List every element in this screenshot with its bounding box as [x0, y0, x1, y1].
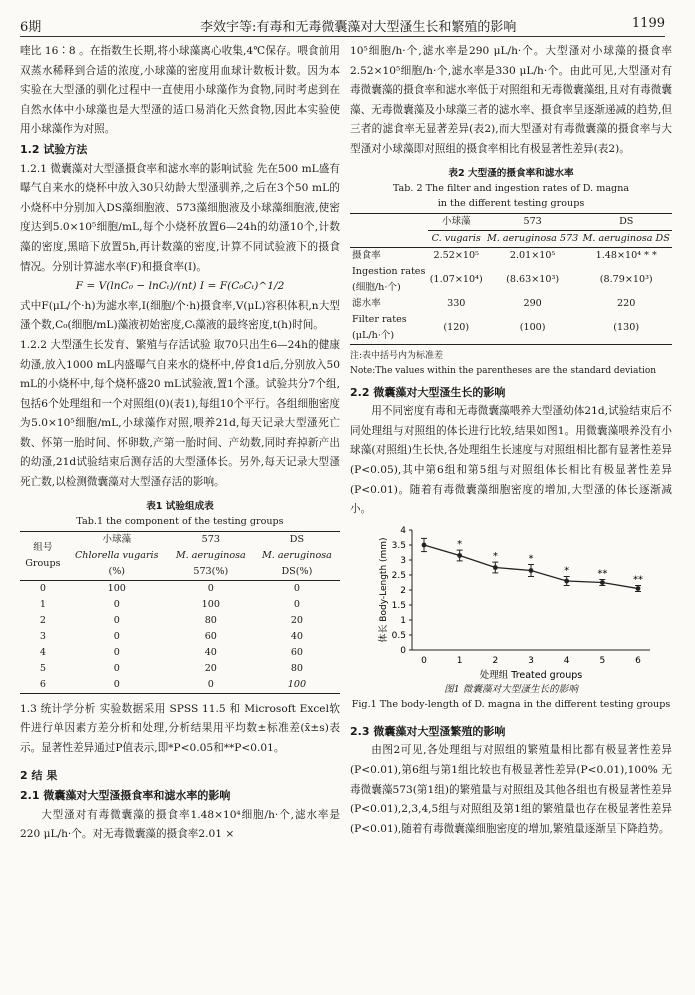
right-column — [350, 42, 672, 839]
x-tick-label: 4 — [563, 655, 570, 666]
row-label-unit: (细胞/h·个) — [352, 281, 401, 293]
y-tick-label: 3.5 — [391, 540, 406, 551]
figure-caption: 图1 微囊藻对大型溞生长的影响 — [444, 683, 578, 695]
data-point — [457, 553, 462, 558]
th: C. vugaris — [428, 230, 485, 247]
row-label: 摄食率 — [352, 249, 381, 261]
significance-label: ** — [633, 574, 643, 586]
row-label-unit: (μL/h·个) — [352, 329, 395, 341]
table-cell: 0 — [113, 662, 120, 674]
cell: (120) — [443, 321, 470, 333]
data-point — [564, 578, 569, 583]
y-tick-label: 2.5 — [391, 570, 406, 581]
paragraph: 大型溞对有毒微囊藻的摄食率1.48×10⁴细胞/h·个,滤水率是220 μL/h·个。对无毒微囊藻的摄食率2.01 × — [20, 808, 340, 841]
row-label — [350, 312, 428, 345]
y-tick-label: 2 — [400, 585, 406, 596]
section-heading: 2 结 果 — [20, 769, 58, 783]
data-point — [636, 586, 641, 591]
table-cell: 20 — [290, 614, 304, 626]
y-tick-label: 0 — [400, 645, 406, 656]
table-1 — [20, 531, 340, 693]
table-cell: 0 — [207, 582, 214, 594]
paragraph: 10⁵细胞/h·个,滤水率是290 μL/h·个。大型溞对小球藻的摄食率2.52×10⁵细胞/h·个,滤水率是330 μL/h·个。由此可见,大型溞对有毒微囊藻的摄食率和滤水率低于对照组和无毒微囊藻组,且对有毒微囊藻、无毒微囊藻及小球藻三者的滤水率、摄食率呈逐渐递减的趋势,但三者的滤食率无显著差异(表2),而大型溞对有毒微囊藻的摄食率与大型溞对小球藻即对照组的摄食率相比有极显著性差异(表2)。 — [350, 45, 672, 155]
x-axis-label: 处理组 Treated groups — [479, 669, 583, 681]
table-cell: 80 — [204, 614, 217, 626]
formula: F = V(lnC₀ − lnCₜ)/(nt) I = F(C₀Cₜ)^1/2 — [75, 280, 285, 293]
section-heading: 2.3 微囊藻对大型溞繁殖的影响 — [350, 724, 506, 738]
th: Chlorella vugaris — [74, 549, 159, 561]
table-cell: 100 — [201, 598, 220, 610]
data-point — [493, 565, 498, 570]
table-caption-en: Tab. 2 The filter and ingestion rates of D. magna — [392, 182, 630, 194]
table-row — [20, 661, 340, 677]
table-cell: 100 — [107, 582, 126, 594]
page-number: 1199 — [631, 16, 665, 31]
cell: 1.48×10⁴ * * — [595, 249, 657, 261]
y-tick-label: 0.5 — [391, 630, 406, 641]
table-cell: 3 — [39, 630, 46, 642]
table-note-en: Note:The values within the parentheses are the standard deviation — [350, 365, 657, 376]
table-row — [20, 597, 340, 613]
cell: 2.52×10⁵ — [433, 249, 479, 261]
table-cell: 1 — [39, 598, 46, 610]
paragraph: 式中F(μL/个·h)为滤水率,I(细胞/个·h)摄食率,V(μL)容积体积,n大型溞个数,C₀(细胞/mL)藻液初始密度,Cₜ藻液的最终密度,t(h)时间。 — [20, 299, 340, 332]
paragraph: 喹比 16∶8 。在指数生长期,将小球藻离心收集,4℃保存。喂食前用双蒸水稀释到合适的浓度,小球藻的密度用血球计数板计数。因为本实验在大型溞的驯化过程中一直使用小球藻作为食物,同时考虑到在自然水体中小球藻也是大型溞的适口易消化天然食物,因此本实验使用小球藻作为对照。 — [20, 45, 340, 136]
x-tick-label: 0 — [421, 655, 427, 666]
x-tick-label: 3 — [528, 655, 534, 666]
cell: 290 — [523, 297, 542, 309]
table-cell: 0 — [293, 582, 300, 594]
table-cell: 0 — [113, 614, 120, 626]
th: DS — [619, 215, 634, 227]
cell: 330 — [447, 297, 466, 309]
table-note: 注:表中括号内为标准差 — [350, 350, 444, 361]
paragraph: 用不同密度有毒和无毒微囊藻喂养大型溞幼体21d,试验结束后不同处理组与对照组的体长进行比较,结果如图1。用微囊藻喂养没有小球藻(对照组)生长快,各处理组生长速度与对照组相比都有显著性差异(P<0.05),其中第6组和第5组与对照组体长相比有极显著性差异(P<0.01)。随着有毒微囊藻细胞密度的增加,大型溞的体长逐渐减小。 — [350, 405, 672, 516]
figure-caption-en: Fig.1 The body-length of D. magna in the different testing groups — [351, 698, 671, 710]
x-tick-label: 1 — [456, 655, 463, 666]
table-cell: 60 — [204, 630, 217, 642]
cell: (8.63×10³) — [506, 273, 560, 285]
table-caption: 表2 大型溞的摄食率和滤水率 — [448, 167, 574, 179]
table-cell: 0 — [113, 646, 120, 658]
data-point — [600, 580, 605, 585]
th: 573 — [523, 215, 542, 227]
row-label-en: Ingestion rates — [352, 265, 426, 277]
th: 573 — [201, 533, 220, 545]
table-row — [20, 645, 340, 661]
table-row — [20, 580, 340, 597]
x-tick-label: 5 — [599, 655, 606, 666]
row-label: 滤水率 — [352, 297, 381, 309]
th-group-cn: 组号 — [33, 541, 53, 553]
y-axis-label: 体长 Body-Length (mm) — [379, 537, 389, 643]
issue-number: 6期 — [20, 20, 42, 35]
y-tick-label: 1 — [400, 615, 406, 626]
table-cell: 60 — [290, 646, 304, 658]
table-cell: 2 — [39, 614, 46, 626]
cell: 2.01×10⁵ — [509, 249, 556, 261]
table-cell: 20 — [204, 662, 217, 674]
cell: (100) — [519, 321, 546, 333]
cell: (8.79×10³) — [599, 273, 653, 285]
table-cell: 40 — [204, 646, 217, 658]
th: 小球藻 — [102, 533, 132, 545]
th-group — [20, 531, 66, 580]
section-heading: 2.1 微囊藻对大型溞摄食率和滤水率的影响 — [20, 789, 231, 803]
section-heading: 2.2 微囊藻对大型溞生长的影响 — [350, 385, 506, 399]
table-cell: 40 — [290, 630, 304, 642]
table-cell: 100 — [287, 678, 307, 690]
th: DS(%) — [281, 565, 313, 577]
significance-label: * — [528, 553, 534, 565]
table-2 — [350, 213, 672, 345]
paragraph: 1.2.2 大型溞生长发育、繁殖与存活试验 取70只出生6—24h的健康幼溞,放入1000 mL内盛曝气自来水的烧杯中,停食1d后,分别放入50 mL的小烧杯中,每个烧杯盛20 mL试验液,置1个溞。试验共分7个组,包括6个处理组和一个对照组(0)(表1),每组10个平行。各组细胞密度为5.0×10⁵细胞/mL,小球藻作对照,喂养21d,每天记录大型溞死亡数、怀第一胎时间、怀卵数,产第一胎时间、产幼数,同时弃掉新产出的幼溞,21d试验结束后测存活的大型溞体长。另外,每天记录大型溞死亡数,以检测微囊藻对大型溞存活的影响。 — [20, 338, 340, 489]
table-cell: 0 — [113, 678, 120, 690]
th-group-en: Groups — [25, 557, 61, 569]
data-point — [529, 568, 534, 573]
figure-1-chart — [350, 522, 672, 682]
paragraph: 1.2.1 微囊藻对大型溞摄食率和滤水率的影响试验 先在500 mL盛有曝气自来水的烧杯中放入30只幼龄大型溞驯养,之后在3个50 mL的小烧杯中分别加入DS藻细胞液、573藻细胞液及小球藻细胞液,使密度达到5.0×10⁵细胞/mL,每个小烧杯放置6—24h的幼溞10个,计数藻的密度,黑暗下放置5h,再计数藻的密度,计算不同试验液下的摄食情况。分别计算滤水率(F)和摄食率(I)。 — [20, 162, 340, 273]
cell: (1.07×10⁴) — [429, 273, 483, 285]
th: 小球藻 — [441, 215, 471, 227]
th: M. aeruginosa — [261, 549, 332, 561]
running-header — [20, 14, 665, 37]
th: 573(%) — [193, 565, 229, 577]
section-heading: 1.2 试验方法 — [20, 142, 88, 156]
cell: 220 — [617, 297, 636, 309]
table-caption-en: in the different testing groups — [437, 197, 585, 209]
significance-label: * — [492, 550, 498, 562]
significance-label: ** — [597, 568, 608, 580]
table-row — [20, 629, 340, 645]
data-point — [422, 542, 427, 547]
table-row — [20, 677, 340, 693]
th: DS — [289, 533, 305, 545]
y-tick-label: 4 — [400, 525, 406, 536]
table-cell: 5 — [39, 662, 46, 674]
x-tick-label: 2 — [492, 655, 499, 666]
table-cell: 0 — [113, 598, 120, 610]
left-column — [20, 42, 340, 845]
table-cell: 0 — [293, 598, 300, 610]
cell: (130) — [613, 321, 640, 333]
th: M. aeruginosa DS — [580, 230, 672, 247]
table-cell: 80 — [290, 662, 304, 674]
row-label — [350, 264, 428, 296]
x-tick-label: 6 — [635, 655, 641, 666]
row-label-en: Filter rates — [352, 313, 407, 325]
significance-label: * — [457, 538, 463, 550]
y-tick-label: 3 — [400, 555, 406, 566]
table-cell: 0 — [207, 678, 214, 690]
significance-label: * — [564, 565, 570, 577]
table-cell: 4 — [39, 646, 46, 658]
table-cell: 0 — [113, 630, 120, 642]
table-cell: 6 — [39, 678, 46, 690]
paragraph: 由图2可见,各处理组与对照组的繁殖量相比都有极显著性差异(P<0.01),第6组与第1组比较也有极显著性差异(P<0.01),100% 无毒微囊藻573(第1组)的繁殖量与对照组及其他各组也有极显著性差异(P<0.01),2,3,4,5组与对照组及第1组的繁殖量也存在极显著性差异(P<0.01),随着有毒微囊藻细胞密度的增加,繁殖量逐渐呈下降趋势。 — [350, 744, 672, 835]
y-tick-label: 1.5 — [391, 600, 406, 611]
table-caption-en: Tab.1 the component of the testing groups — [76, 515, 284, 527]
paragraph: 1.3 统计学分析 实验数据采用 SPSS 11.5 和 Microsoft Excel软件进行单因素方差分析和处理,分析结果用平均数±标准差(x̄±s)表示。显著性差异通过P值表示,即*P<0.05和**P<0.01。 — [20, 702, 340, 754]
running-title: 李效宇等:有毒和无毒微囊藻对大型溞生长和繁殖的影响 — [200, 20, 517, 35]
table-row — [20, 613, 340, 629]
th: M. aeruginosa — [175, 549, 246, 561]
th: M. aeruginosa 573 — [485, 230, 581, 247]
table-caption: 表1 试验组成表 — [146, 500, 214, 512]
th: (%) — [108, 565, 126, 577]
table-cell: 0 — [39, 582, 46, 594]
